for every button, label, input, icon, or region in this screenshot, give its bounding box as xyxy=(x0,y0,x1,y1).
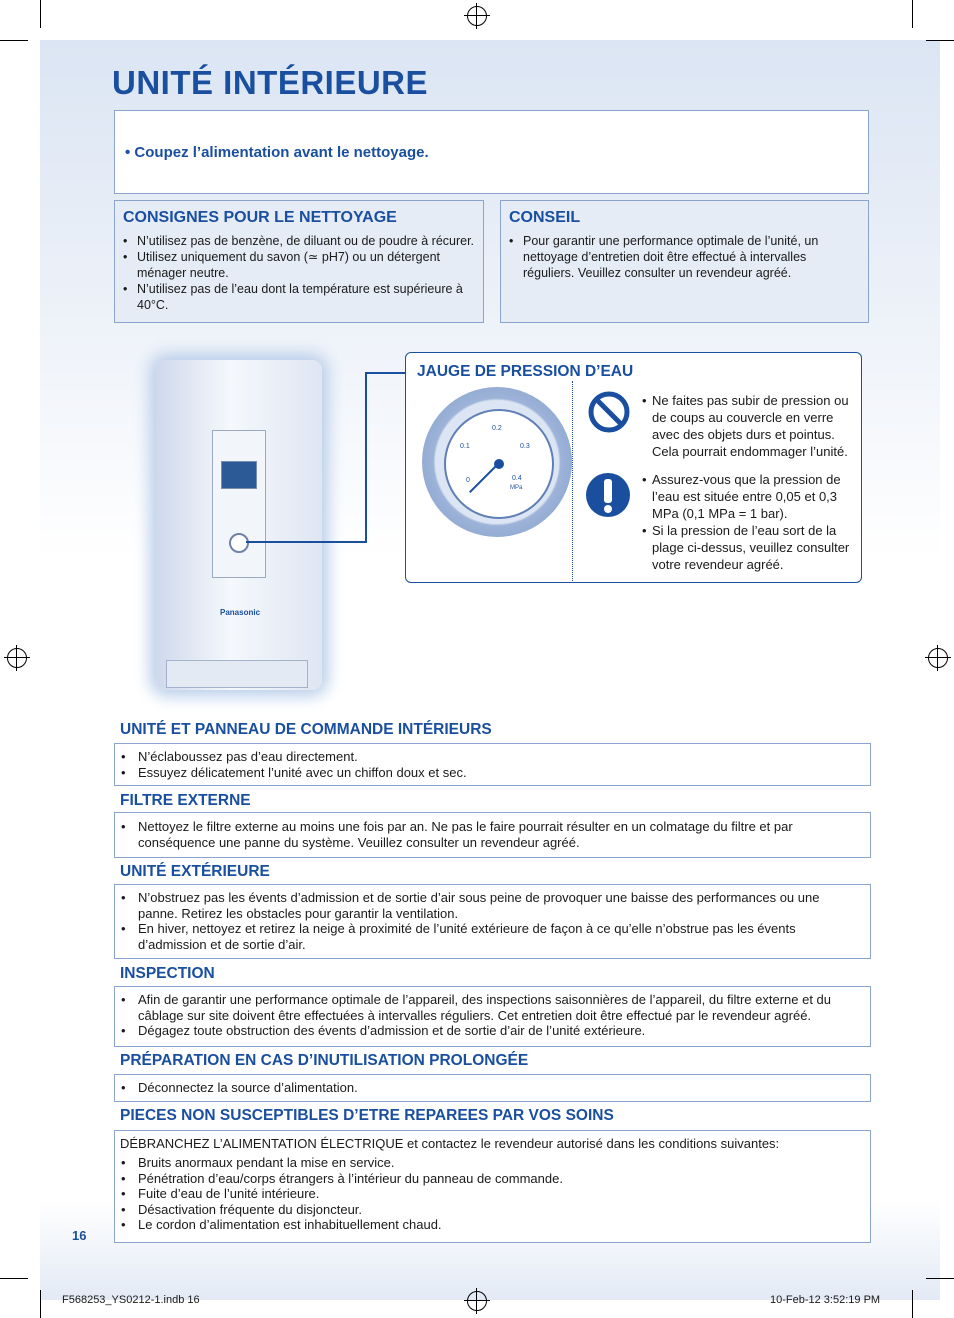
gauge-needle-hub xyxy=(494,459,504,469)
leader-line xyxy=(365,372,407,374)
section-heading-non-serviceable: PIECES NON SUSCEPTIBLES D’ETRE REPAREES PAR VOS SOINS xyxy=(120,1107,614,1124)
pressure-gauge-marker xyxy=(229,533,249,553)
unit-base-connectors xyxy=(166,660,308,688)
list-item: • Fuite d’eau de l’unité intérieure. xyxy=(121,1186,862,1202)
caution-notes xyxy=(642,471,855,573)
list-item: • Pénétration d’eau/corps étrangers à l’intérieur du panneau de commande. xyxy=(121,1171,862,1187)
gauge-tick: 0.2 xyxy=(492,425,502,432)
footer-timestamp: 10-Feb-12 3:52:19 PM xyxy=(770,1294,881,1306)
section-heading-long-inactivity: PRÉPARATION EN CAS D’INUTILISATION PROLONGÉE xyxy=(120,1052,529,1069)
gauge-unit: MPa xyxy=(510,485,523,491)
gauge-divider xyxy=(572,381,573,581)
footer-file: F568253_YS0212-1.indb 16 xyxy=(62,1294,200,1306)
cleaning-heading: CONSIGNES POUR LE NETTOYAGE xyxy=(123,209,397,226)
control-panel-illustration xyxy=(212,430,266,578)
list-item: • Utilisez uniquement du savon (≃ pH7) ou un détergent ménager neutre. xyxy=(123,249,475,281)
crop-mark xyxy=(926,1278,954,1279)
list-item: • N’obstruez pas les évents d’admission et de sortie d’air sous peine de provoquer une baisse des performances ou une panne. Retirez les obstacles pour garantir la ventilation. xyxy=(121,890,862,921)
pressure-gauge-icon xyxy=(422,387,572,537)
list-item: • Ne faites pas subir de pression ou de coups au couvercle en verre avec des objets durs et pointus. Cela pourrait endommager l’unité. xyxy=(642,392,855,460)
list-item: • Si la pression de l’eau sort de la plage ci-dessus, veuillez consulter votre revendeur agréé. xyxy=(642,522,855,573)
gauge-face xyxy=(444,409,554,519)
section-heading-indoor-panel: UNITÉ ET PANNEAU DE COMMANDE INTÉRIEURS xyxy=(120,721,492,738)
gauge-tick: 0.4 xyxy=(512,475,522,482)
leader-line xyxy=(246,541,366,543)
crop-mark xyxy=(926,40,954,41)
registration-mark-icon xyxy=(7,648,27,668)
pressure-gauge-box xyxy=(405,352,862,583)
crop-mark xyxy=(40,0,41,28)
list-item: • N’utilisez pas de l’eau dont la température est supérieure à 40°C. xyxy=(123,281,475,313)
section-box-external-filter xyxy=(114,812,871,858)
section-heading-inspection: INSPECTION xyxy=(120,965,215,982)
prohibition-note xyxy=(642,392,855,460)
list-item: • Afin de garantir une performance optimale de l’appareil, des inspections saisonnières de l’appareil, du filtre externe et du câblage sur site doivent être effectuées à intervalles réguliers. Cet entretien doit être effectué par le revendeur agréé. xyxy=(121,992,862,1023)
brand-logo: Panasonic xyxy=(220,608,261,617)
crop-mark xyxy=(0,40,28,41)
gauge-heading: JAUGE DE PRESSION D’EAU xyxy=(417,363,634,380)
control-screen xyxy=(221,461,257,489)
list-item: • Le cordon d’alimentation est inhabituellement chaud. xyxy=(121,1217,862,1233)
advice-heading: CONSEIL xyxy=(509,209,581,226)
advice-panel xyxy=(500,200,869,323)
crop-mark xyxy=(40,1290,41,1318)
page-title: UNITÉ INTÉRIEURE xyxy=(112,64,429,101)
gauge-tick: 0.3 xyxy=(520,443,530,450)
advice-list xyxy=(509,233,860,281)
gauge-needle xyxy=(469,463,499,493)
gauge-tick: 0 xyxy=(466,477,470,484)
crop-mark xyxy=(912,1290,913,1318)
cleaning-panel xyxy=(114,200,484,323)
list-item: • Bruits anormaux pendant la mise en service. xyxy=(121,1155,862,1171)
list-item: • Nettoyez le filtre externe au moins une fois par an. Ne pas le faire pourrait résulter en un colmatage du filtre et par conséquence une panne du système. Veuillez consulter un revendeur agréé. xyxy=(121,819,862,850)
warning-text: • Coupez l’alimentation avant le nettoyage. xyxy=(125,144,429,161)
section-box-inspection xyxy=(114,986,871,1047)
leader-line xyxy=(365,372,367,543)
list-item: • N’éclaboussez pas d’eau directement. xyxy=(121,749,862,765)
indoor-unit-illustration xyxy=(156,360,322,690)
section-lead-text: DÉBRANCHEZ L’ALIMENTATION ÉLECTRIQUE et contactez le revendeur autorisé dans les conditions suivantes: xyxy=(120,1136,780,1151)
section-box-non-serviceable xyxy=(114,1130,871,1243)
exclamation-icon xyxy=(586,471,630,519)
cleaning-list xyxy=(123,233,475,313)
section-box-outdoor-unit xyxy=(114,884,871,959)
list-item: • Dégagez toute obstruction des évents d’admission et de sortie d’air de l’unité extérieure. xyxy=(121,1023,862,1039)
section-box-indoor-panel xyxy=(114,743,871,786)
list-item: • Essuyez délicatement l’unité avec un chiffon doux et sec. xyxy=(121,765,862,781)
crop-mark xyxy=(912,0,913,28)
registration-mark-icon xyxy=(467,1291,487,1311)
crop-mark xyxy=(0,1278,28,1279)
section-heading-outdoor-unit: UNITÉ EXTÉRIEURE xyxy=(120,863,270,880)
section-box-long-inactivity xyxy=(114,1074,871,1102)
registration-mark-icon xyxy=(467,6,487,26)
list-item: • Assurez-vous que la pression de l’eau est située entre 0,05 et 0,3 MPa (0,1 MPa = 1 bar). xyxy=(642,471,855,522)
registration-mark-icon xyxy=(928,648,948,668)
list-item: • Pour garantir une performance optimale de l’unité, un nettoyage d’entretien doit être effectué à intervalles réguliers. Veuillez consulter un revendeur agréé. xyxy=(509,233,860,281)
list-item: • N’utilisez pas de benzène, de diluant ou de poudre à récurer. xyxy=(123,233,475,249)
list-item: • Déconnectez la source d’alimentation. xyxy=(121,1080,862,1096)
warning-box xyxy=(114,110,869,194)
gauge-tick: 0.1 xyxy=(460,443,470,450)
page-number: 16 xyxy=(72,1228,87,1243)
section-heading-external-filter: FILTRE EXTERNE xyxy=(120,792,251,809)
list-item: • En hiver, nettoyez et retirez la neige à proximité de l’unité extérieure de façon à ce qu’elle n’obstrue pas les évents d’admission et de sortie d’air. xyxy=(121,921,862,952)
list-item: • Désactivation fréquente du disjoncteur. xyxy=(121,1202,862,1218)
prohibition-icon xyxy=(588,391,630,433)
